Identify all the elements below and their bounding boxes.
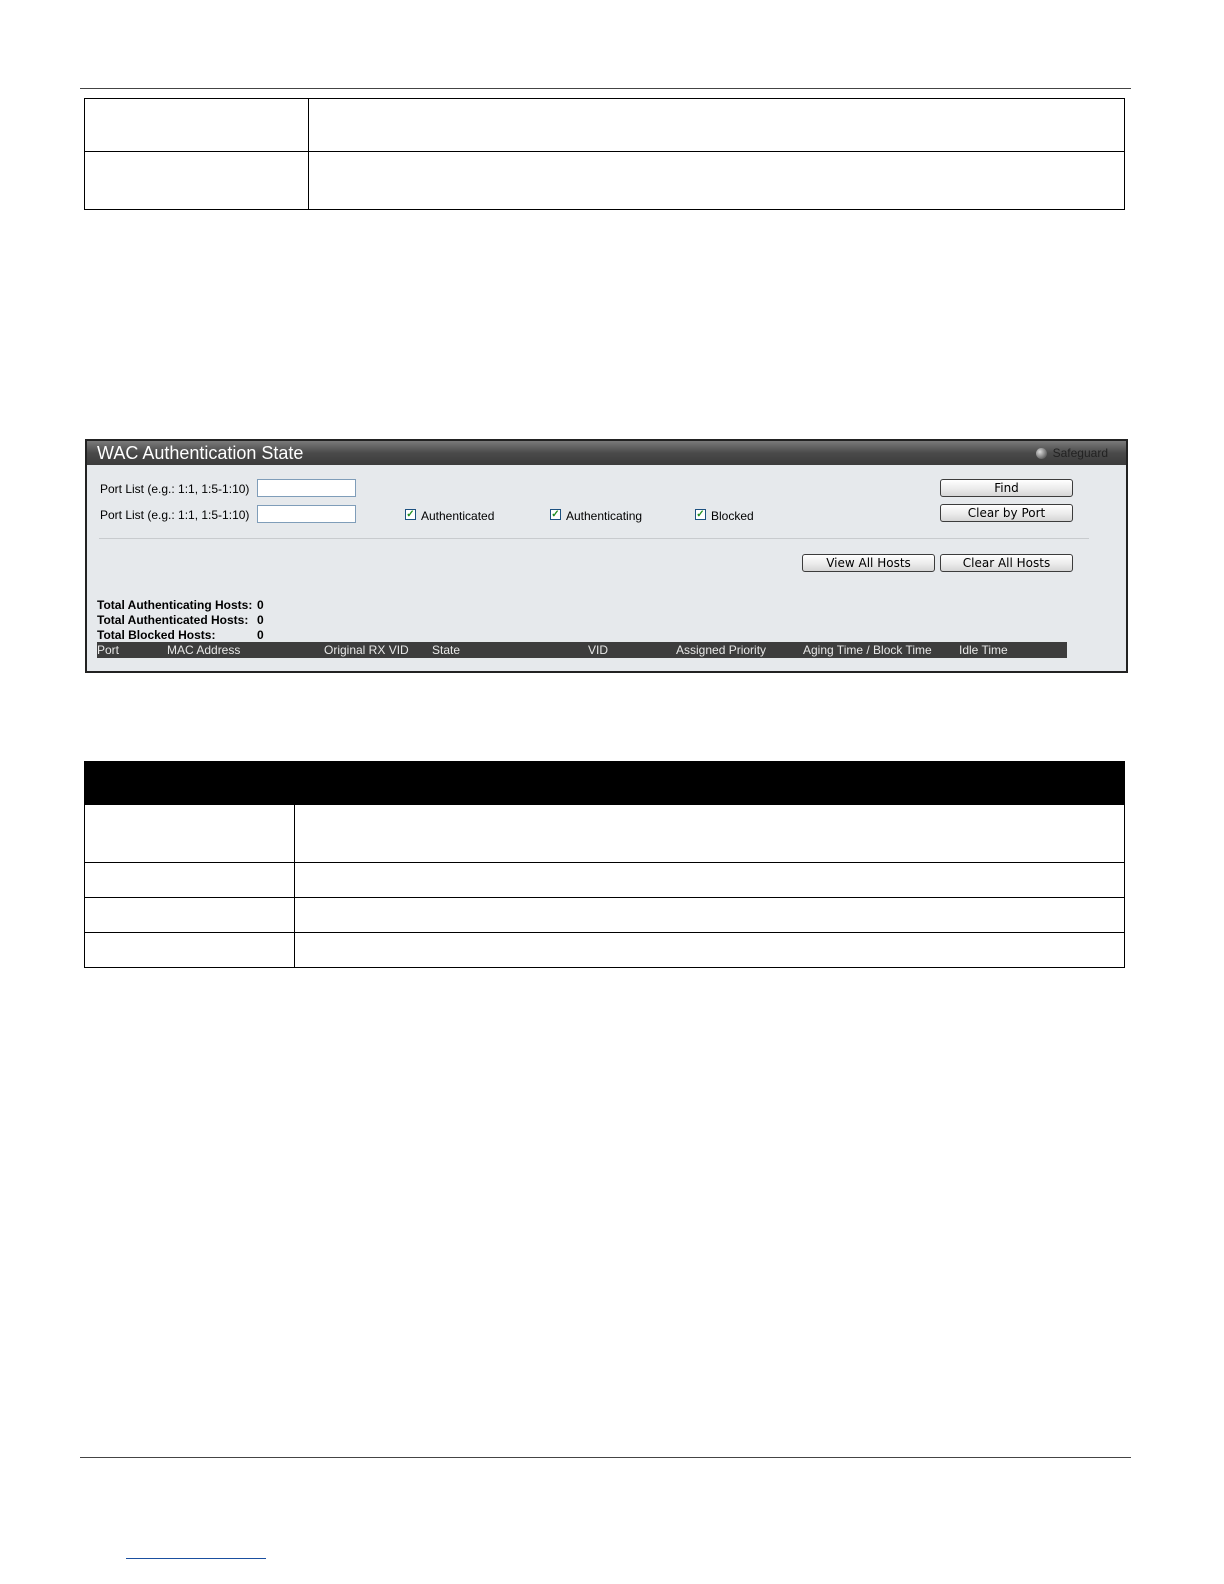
total-authenticated-hosts-label: Total Authenticated Hosts:: [97, 613, 249, 627]
authenticated-label: Authenticated: [421, 509, 495, 523]
column-header-port: Port: [97, 643, 120, 657]
total-authenticated-hosts-value: 0: [257, 613, 264, 627]
find-button[interactable]: Find: [940, 479, 1073, 497]
blocked-checkbox[interactable]: ✓: [696, 509, 705, 520]
column-header-idle-time: Idle Time: [959, 643, 1008, 657]
header-rule: [80, 88, 1131, 89]
table-row: [85, 863, 1125, 898]
blocked-label: Blocked: [711, 509, 754, 523]
authenticating-checkbox[interactable]: ✓: [551, 509, 560, 520]
footer-rule: [80, 1457, 1131, 1458]
total-authenticating-hosts-label: Total Authenticating Hosts:: [97, 598, 253, 612]
safeguard-icon: [1036, 448, 1047, 459]
clear-all-hosts-button[interactable]: Clear All Hosts: [940, 554, 1073, 572]
footer-link-underline[interactable]: [126, 1558, 266, 1559]
view-all-hosts-button[interactable]: View All Hosts: [802, 554, 935, 572]
port-list-input-1[interactable]: [257, 479, 356, 497]
total-authenticated-hosts: [97, 613, 264, 627]
parameter-table-bottom: [84, 761, 1125, 968]
column-header-original-rx-vid: Original RX VID: [324, 643, 409, 657]
table-header-row: [85, 762, 1125, 805]
panel-title: WAC Authentication State: [97, 443, 304, 463]
port-list-label-2: Port List (e.g.: 1:1, 1:5-1:10): [100, 508, 250, 522]
column-header-mac-address: MAC Address: [167, 643, 241, 657]
total-authenticating-hosts: [97, 598, 264, 612]
authenticated-checkbox[interactable]: ✓: [406, 509, 415, 520]
safeguard-indicator[interactable]: [1036, 446, 1108, 460]
total-authenticating-hosts-value: 0: [257, 598, 264, 612]
column-header-assigned-priority: Assigned Priority: [676, 643, 767, 657]
section-divider: [99, 538, 1089, 539]
table-row: [85, 933, 1125, 968]
total-blocked-hosts-label: Total Blocked Hosts:: [97, 628, 216, 642]
table-row: [85, 152, 1125, 210]
table-row: [85, 805, 1125, 863]
column-header-state: State: [432, 643, 461, 657]
safeguard-label: Safeguard: [1052, 446, 1108, 460]
port-list-label-1: Port List (e.g.: 1:1, 1:5-1:10): [100, 482, 250, 496]
wac-authentication-state-panel: [85, 439, 1128, 673]
parameter-table-top: [84, 98, 1125, 210]
authenticating-label: Authenticating: [566, 509, 643, 523]
clear-by-port-button[interactable]: Clear by Port: [940, 504, 1073, 522]
table-row: [85, 99, 1125, 152]
total-blocked-hosts: [97, 628, 264, 642]
table-row: [85, 898, 1125, 933]
column-header-aging-time: Aging Time / Block Time: [803, 643, 932, 657]
total-blocked-hosts-value: 0: [257, 628, 264, 642]
column-header-vid: VID: [588, 643, 609, 657]
hosts-table-header: [97, 642, 1067, 658]
port-list-input-2[interactable]: [257, 505, 356, 523]
panel-titlebar: [87, 441, 1126, 465]
